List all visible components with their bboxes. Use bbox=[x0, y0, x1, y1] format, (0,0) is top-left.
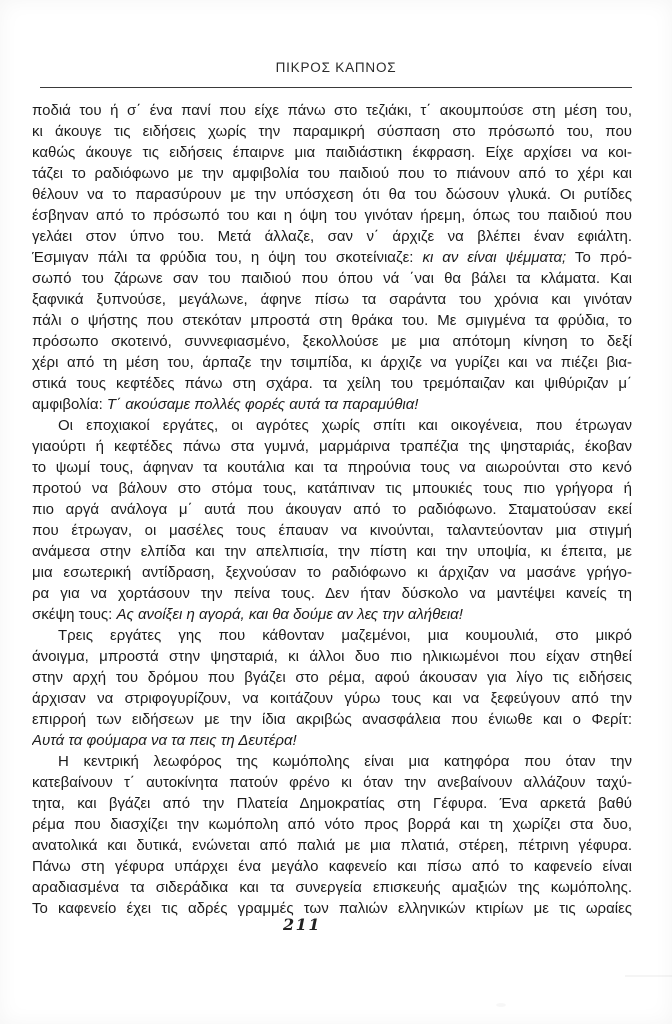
text-line bbox=[32, 667, 632, 688]
text-run: ξαφνικά ξυπνούσε, μεγάλωνε, άφηνε πίσω τα σαράντα του χρόνια και γινόταν bbox=[32, 291, 632, 308]
text-line bbox=[32, 268, 632, 289]
text-run: ρέμα που διασχίζει την κωμόπολη από νότο προς βορρά και τη χωρίζει στα δυο, bbox=[32, 816, 632, 833]
text-run: χέρι από τη μέση του, άρπαζε την τσιμπίδα, κι άρχιζε να γυρίζει και να πιέζει βια- bbox=[32, 354, 632, 371]
text-run: στικά τους κεφτέδες πάνω στη σχάρα. τα χείλη του τρεμόπαιζαν και ψιθύριζαν μ΄ bbox=[32, 375, 632, 392]
text-line bbox=[32, 310, 632, 331]
text-run: θέλουν να το παρασύρουν με την υπόσχεση ότι θα του δώσουν γλυκά. Οι ρυτίδες bbox=[32, 186, 632, 203]
text-run: τάζει το ραδιόφωνο με την αμφιβολία του παιδιού που το πιάνουν από το χέρι και bbox=[32, 165, 632, 182]
text-line bbox=[32, 436, 632, 457]
text-line bbox=[32, 205, 632, 226]
text-line bbox=[32, 142, 632, 163]
text-run: πάλι ο ψήστης που στεκόταν μπροστά στη θράκα του. Με σμιγμένα τα φρύδια, το bbox=[32, 312, 632, 329]
text-line bbox=[32, 709, 632, 730]
text-run: Το πρό- bbox=[566, 249, 632, 266]
italic-text-run: κι αν είναι ψέμματα; bbox=[422, 249, 567, 266]
text-run: έσβηναν από το πρόσωπό του και η όψη του γινόταν ήρεμη, όπως του παιδιού που bbox=[32, 207, 632, 224]
text-run: άρχισαν να στριφογυρίζουν, να κοιτάζουν γύρω τους και να ξεφεύγουν από την bbox=[32, 690, 632, 707]
text-run: πιο αργά ανάλογα μ΄ αυτά που άκουγαν από το ραδιόφωνο. Σταματούσαν εκεί bbox=[32, 501, 632, 518]
text-line bbox=[32, 583, 632, 604]
text-run: κατεβαίνουν τ΄ αυτοκίνητα πατούν φρένο κι όταν την ανεβαίνουν αλλάζουν ταχύ- bbox=[32, 774, 632, 791]
italic-text-run: Αυτά τα φούμαρα να τα πεις τη Δευτέρα! bbox=[32, 732, 297, 749]
text-line bbox=[32, 856, 632, 877]
text-line bbox=[32, 499, 632, 520]
text-line bbox=[32, 541, 632, 562]
text-run: πρόσωπο σκοτεινό, συννεφιασμένο, ξεκολλούσε με μια απότομη κίνηση το δεξί bbox=[32, 333, 632, 350]
text-line bbox=[32, 373, 632, 394]
text-line bbox=[32, 415, 632, 436]
text-line bbox=[32, 121, 632, 142]
page-number: 211 bbox=[283, 915, 321, 934]
text-run: ρα για να χορτάσουν την πείνα τους. Δεν ήταν δύσκολο να μαντέψει κανείς τη bbox=[32, 585, 632, 602]
scan-artifact bbox=[625, 975, 672, 977]
text-run: Πάνω στη γέφυρα υπάρχει ένα μεγάλο καφενείο και πίσω από το καφενείο είναι bbox=[32, 858, 632, 875]
text-run: μια εσωτερική αντίδραση, ξεχνούσαν το ραδιόφωνο κι άρχιζαν να μασάνε γρήγο- bbox=[32, 564, 632, 581]
text-line bbox=[32, 331, 632, 352]
text-line bbox=[32, 814, 632, 835]
text-line bbox=[32, 457, 632, 478]
text-line bbox=[32, 772, 632, 793]
scan-artifact bbox=[496, 1003, 506, 1007]
text-line bbox=[32, 835, 632, 856]
text-run: σκέψη τους: bbox=[32, 606, 117, 623]
text-line bbox=[32, 184, 632, 205]
text-run: σωπό του ζάρωνε σαν του παιδιού που όπου νά ΄ναι θα βάλει τα κλάματα. Και bbox=[32, 270, 632, 287]
text-run: στην αρχή του δρόμου που βγάζει στο ρέμα, αφού άκουσαν για λίγο τις ειδήσεις bbox=[32, 669, 632, 686]
text-run: άνοιγμα, μπροστά στην ψησταριά, κι άλλοι δυο πιο ηλικιωμένοι που είχαν στηθεί bbox=[32, 648, 632, 665]
text-run: ποδιά του ή σ΄ ένα πανί που είχε πάνω στο τεζιάκι, τ΄ ακουμπούσε στη μέση του, bbox=[32, 102, 632, 119]
text-run: Οι εποχιακοί εργάτες, οι αγρότες χωρίς σπίτι και οικογένεια, που έτρωγαν bbox=[58, 417, 632, 434]
text-line bbox=[32, 352, 632, 373]
text-line bbox=[32, 226, 632, 247]
text-run: Η κεντρική λεωφόρος της κωμόπολης είναι μια κατηφόρα που όταν την bbox=[58, 753, 632, 770]
italic-text-run: Ας ανοίξει η αγορά, και θα δούμε αν λες την αλήθεια! bbox=[116, 606, 463, 623]
text-line bbox=[32, 562, 632, 583]
text-line bbox=[32, 163, 632, 184]
text-line bbox=[32, 478, 632, 499]
text-run: που έτρωγαν, οι μασέλες τους έπαυαν να κινούνται, ταλαντεύονταν μια στιγμή bbox=[32, 522, 632, 539]
text-run: προτού να βάλουν στο στόμα τους, κατάπιναν τις μπουκιές τους πιο γρήγορα ή bbox=[32, 480, 632, 497]
text-line bbox=[32, 751, 632, 772]
body-text-block bbox=[32, 100, 632, 919]
text-run: επιρροή των ειδήσεων με την ίδια ακριβώς ανασφάλεια που ένιωθε και ο Φερίτ: bbox=[32, 711, 632, 728]
text-line bbox=[32, 877, 632, 898]
text-run: αραδιασμένα τα σιδεράδικα και τα συνεργεία επισκευής αμαξιών της κωμόπολης. bbox=[32, 879, 632, 896]
text-line bbox=[32, 394, 632, 415]
text-line bbox=[32, 289, 632, 310]
text-line bbox=[32, 520, 632, 541]
italic-text-run: Τ΄ ακούσαμε πολλές φορές αυτά τα παραμύθια! bbox=[106, 396, 419, 413]
text-run: ανατολικά και δυτικά, ενώνεται από παλιά με μια πλατιά, στέρεη, πέτρινη γέφυρα. bbox=[32, 837, 632, 854]
text-line bbox=[32, 730, 632, 751]
text-run: καθώς άκουγε τις ειδήσεις έπαιρνε μια παιδιάστικη έκφραση. Είχε αρχίσει να κοι- bbox=[32, 144, 632, 161]
text-run: Έσμιγαν πάλι τα φρύδια του, η όψη του σκοτείνιαζε: bbox=[32, 249, 423, 266]
text-line bbox=[32, 604, 632, 625]
text-run: κι άκουγε τις ειδήσεις χωρίς την παραμικρή σύσπαση στο πρόσωπό του, που bbox=[32, 123, 632, 140]
text-run: αμφιβολία: bbox=[32, 396, 107, 413]
text-line bbox=[32, 100, 632, 121]
text-run: Τρεις εργάτες γης που κάθονταν μαζεμένοι, μια κουμουλιά, στο μικρό bbox=[58, 627, 632, 644]
text-line bbox=[32, 793, 632, 814]
text-run: Το καφενείο έχει τις αδρές γραμμές των παλιών ελληνικών κτιρίων με τις ωραίες bbox=[32, 900, 632, 917]
text-run: γελάει στον ύπνο του. Μετά άλλαζε, σαν ν΄ άρχιζε να βλέπει έναν εφιάλτη. bbox=[32, 228, 632, 245]
text-line bbox=[32, 247, 632, 268]
text-run: γιαούρτι ή κεφτέδες πάνω στα γυμνά, μαρμάρινα τραπέζια της ψησταριάς, έκοβαν bbox=[32, 438, 632, 455]
text-line bbox=[32, 688, 632, 709]
text-line bbox=[32, 625, 632, 646]
header-rule bbox=[40, 87, 632, 88]
text-run: το ψωμί τους, άφηναν τα κουτάλια και τα πηρούνια τους να αιωρούνται στο κενό bbox=[32, 459, 632, 476]
text-line bbox=[32, 646, 632, 667]
running-header-title: ΠΙΚΡΟΣ ΚΑΠΝΟΣ bbox=[275, 60, 397, 75]
text-run: ανάμεσα στην ελπίδα και την απελπισία, την πίστη και την υποψία, κι έπειτα, με bbox=[32, 543, 632, 560]
text-run: τητα, και βγάζει από την Πλατεία Δημοκρατίας στη Γέφυρα. Ένα αρκετά βαθύ bbox=[32, 795, 632, 812]
